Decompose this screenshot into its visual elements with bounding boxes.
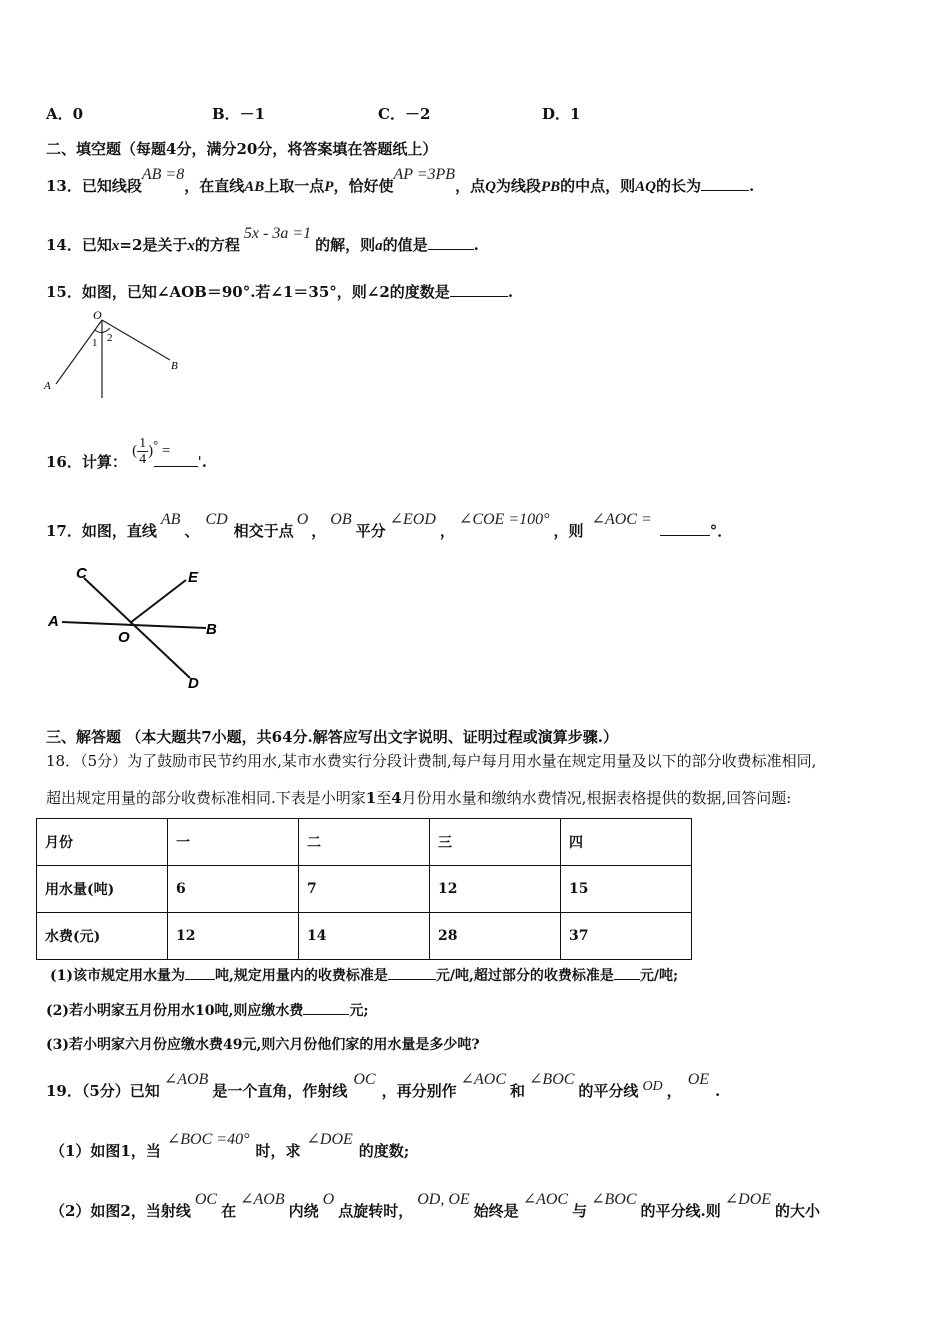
label-c: C xyxy=(76,565,87,582)
q17-math-ab: AB xyxy=(160,511,181,528)
q18-line1: 18．（5分）为了鼓励市民节约用水,某市水费实行分段计费制,每户每月用水量在规定用量及以下的部分收费标准相同, xyxy=(46,752,817,770)
q13-text: 为线段 xyxy=(495,177,541,195)
q18-line2 xyxy=(46,787,791,808)
q19-text: 19．（5分）已知 xyxy=(46,1082,160,1100)
q14-var: a xyxy=(375,238,383,254)
label-a: A xyxy=(48,613,59,630)
q13-var: AB xyxy=(244,179,265,195)
q13-var: P xyxy=(324,179,334,195)
q17-text: 相交于点 xyxy=(233,522,294,540)
question-17 xyxy=(46,511,733,541)
table-cell: 7 xyxy=(299,866,430,913)
q18-water-table xyxy=(36,818,692,960)
q19-part2-text: 点旋转时， xyxy=(338,1202,414,1220)
ray-oa xyxy=(56,320,102,384)
table-header-cell: 一 xyxy=(168,819,299,866)
q17-math-o: O xyxy=(296,511,309,528)
q19-sep: ， xyxy=(666,1082,682,1100)
q19-part2-math: OC xyxy=(194,1191,218,1208)
q13-text: ，恰好使 xyxy=(333,177,394,195)
q19-part1-text: 的度数; xyxy=(358,1142,410,1160)
q19-part2-math: ∠AOC xyxy=(522,1191,569,1208)
q16-exponent: ° xyxy=(153,437,159,452)
q13-text: 的长为 xyxy=(655,177,701,195)
option-a: A．0 xyxy=(46,105,84,123)
q16-expression xyxy=(132,436,171,467)
q19-part2-text: 内绕 xyxy=(288,1202,319,1220)
table-cell: 12 xyxy=(430,866,561,913)
option-d: D．1 xyxy=(542,105,581,123)
line-cd xyxy=(84,578,190,678)
q13-end: . xyxy=(748,177,755,195)
q18-num: 4 xyxy=(391,789,402,807)
table-header-cell: 月份 xyxy=(37,819,168,866)
q19-part2-text: 的大小 xyxy=(775,1202,821,1220)
table-cell: 14 xyxy=(299,913,430,960)
section3-heading: 三、解答题 （本大题共7小题，共64分.解答应写出文字说明、证明过程或演算步骤.） xyxy=(46,728,618,746)
q13-math-ab8: AB =8 xyxy=(141,166,185,183)
q16-paren-open: ( xyxy=(132,442,138,459)
q19-math-boc: ∠BOC xyxy=(529,1071,575,1088)
table-cell: 水费(元) xyxy=(37,913,168,960)
q17-sep: ， xyxy=(311,522,327,540)
q15-end: . xyxy=(507,283,514,301)
q19-part2-text: （2）如图2，当射线 xyxy=(50,1202,191,1220)
q17-text: ，则 xyxy=(553,522,584,540)
q16-fraction xyxy=(137,436,148,467)
q17-math-aoc: ∠AOC = xyxy=(591,511,652,528)
q19-part2-math: ∠DOE xyxy=(724,1191,772,1208)
q14-text: 的方程 xyxy=(194,236,240,254)
q16-paren-close: ) xyxy=(148,442,154,459)
q18-sub1-blank[interactable] xyxy=(185,965,215,980)
q18-sub2-blank[interactable] xyxy=(303,1000,349,1015)
q19-text: 的平分线 xyxy=(578,1082,639,1100)
question-14 xyxy=(46,225,479,255)
q19-part2-text: 在 xyxy=(221,1202,237,1220)
q18-text: 月份用水量和缴纳水费情况,根据表格提供的数据,回答问题: xyxy=(401,789,792,807)
q14-var: x xyxy=(187,238,195,254)
section2-heading: 二、填空题（每题4分，满分20分，将答案填在答题纸上） xyxy=(46,140,438,158)
q17-math-eod: ∠EOD xyxy=(389,511,436,528)
q19-end: . xyxy=(715,1082,721,1100)
q18-sub1-text: 吨,规定用量内的收费标准是 xyxy=(215,968,388,984)
q14-math-equation: 5x - 3a =1 xyxy=(243,225,312,242)
q16-text: 16．计算： xyxy=(46,452,127,471)
option-b: B．－1 xyxy=(212,105,266,123)
table-row xyxy=(37,913,692,960)
q18-sub2-text: 元; xyxy=(349,1003,369,1019)
table-cell: 28 xyxy=(430,913,561,960)
q17-answer-blank[interactable] xyxy=(660,521,710,536)
question-15 xyxy=(46,281,513,302)
q15-text: 15．如图，已知∠AOB＝90°.若∠1＝35°，则∠2的度数是 xyxy=(46,283,450,301)
q13-text: 13．已知线段 xyxy=(46,177,142,195)
q16-equals: = xyxy=(161,442,171,459)
table-cell: 15 xyxy=(561,866,692,913)
q14-answer-blank[interactable] xyxy=(428,235,474,250)
q14-var: x xyxy=(111,238,120,254)
q13-text: 上取一点 xyxy=(264,177,325,195)
q13-math-ap3pb: AP =3PB xyxy=(393,166,456,183)
q19-part1-text: （1）如图1，当 xyxy=(50,1142,161,1160)
q14-text: =2是关于 xyxy=(119,236,188,254)
q14-text: 14．已知 xyxy=(46,236,112,254)
label-o: O xyxy=(118,629,130,646)
table-header-cell: 四 xyxy=(561,819,692,866)
label-angle-1: 1 xyxy=(92,337,98,349)
label-b: B xyxy=(171,360,178,372)
question-13 xyxy=(46,166,755,196)
label-e: E xyxy=(188,569,199,586)
q17-text: 17．如图，直线 xyxy=(46,522,157,540)
q19-part1-math-doe: ∠DOE xyxy=(306,1131,353,1148)
q18-text: 超出规定用量的部分收费标准相同.下表是小明家 xyxy=(46,789,366,807)
table-cell: 6 xyxy=(168,866,299,913)
q19-math-aob: ∠AOB xyxy=(163,1071,209,1088)
label-o: O xyxy=(93,308,102,322)
q18-sub2 xyxy=(46,1000,369,1020)
q17-math-ob: OB xyxy=(330,511,352,528)
q16-denominator: 4 xyxy=(139,452,147,467)
q13-answer-blank[interactable] xyxy=(701,176,749,191)
label-a: A xyxy=(44,380,51,392)
q17-math-coe: ∠COE =100° xyxy=(458,511,550,528)
option-c: C．－2 xyxy=(378,105,431,123)
table-cell: 12 xyxy=(168,913,299,960)
q19-part2-text: 的平分线.则 xyxy=(640,1202,721,1220)
q13-var: AQ xyxy=(635,179,656,195)
q18-sub1-text: 元/吨; xyxy=(639,968,679,984)
q18-sub1-text: 元/吨,超过部分的收费标准是 xyxy=(435,968,614,984)
q13-text: ，点 xyxy=(455,177,486,195)
q19-math-oe: OE xyxy=(687,1071,710,1088)
q17-text: 平分 xyxy=(355,522,386,540)
q15-angle-figure xyxy=(40,308,190,403)
q17-sep: 、 xyxy=(184,522,200,540)
q17-math-cd: CD xyxy=(205,511,228,528)
question-19 xyxy=(46,1071,721,1101)
q18-sub3: (3)若小明家六月份应缴水费49元,则六月份他们家的用水量是多少吨? xyxy=(46,1037,480,1053)
q19-text: 是一个直角，作射线 xyxy=(212,1082,348,1100)
q13-var: Q xyxy=(485,179,496,195)
table-row xyxy=(37,819,692,866)
question-16 xyxy=(46,436,207,479)
q13-text: ，在直线 xyxy=(184,177,245,195)
q17-sep: ， xyxy=(439,522,455,540)
q15-answer-blank[interactable] xyxy=(450,282,508,297)
q18-sub1-text: (1)该市规定用水量为 xyxy=(50,968,185,984)
q16-numerator: 1 xyxy=(139,436,147,451)
table-row xyxy=(37,866,692,913)
q19-part2-text: 与 xyxy=(572,1202,588,1220)
q19-text: 和 xyxy=(510,1082,526,1100)
line-ab xyxy=(62,622,206,628)
q19-part1 xyxy=(50,1131,410,1161)
table-header-cell: 三 xyxy=(430,819,561,866)
q19-part2-math: O xyxy=(322,1191,335,1208)
q18-sub1-blank[interactable] xyxy=(614,965,640,980)
q17-end: °． xyxy=(709,522,733,540)
q19-math-oc: OC xyxy=(353,1071,376,1088)
q17-lines-figure xyxy=(40,560,230,695)
q13-var: PB xyxy=(540,179,561,195)
q19-part2-math: ∠AOB xyxy=(240,1191,285,1208)
q19-math-aoc: ∠AOC xyxy=(460,1071,506,1088)
q16-end: . xyxy=(201,452,207,471)
table-cell: 37 xyxy=(561,913,692,960)
q14-end: . xyxy=(473,236,479,254)
q18-sub1 xyxy=(50,965,678,985)
q16-tick: ' xyxy=(197,452,202,471)
table-cell: 用水量(吨) xyxy=(37,866,168,913)
q19-part2-math: ∠BOC xyxy=(591,1191,637,1208)
ray-oe xyxy=(130,580,186,623)
q19-part2 xyxy=(50,1191,821,1221)
q19-part2-text: 始终是 xyxy=(473,1202,519,1220)
label-d: D xyxy=(188,675,199,692)
q18-text: 至 xyxy=(376,789,392,807)
q14-text: 的值是 xyxy=(382,236,428,254)
q18-sub1-blank[interactable] xyxy=(388,965,436,980)
label-angle-2: 2 xyxy=(107,332,113,344)
q19-math-od: OD xyxy=(642,1079,663,1094)
q19-part1-math-boc: ∠BOC =40° xyxy=(166,1131,250,1148)
q19-part2-math: OD, OE xyxy=(417,1191,470,1208)
q18-sub2-text: (2)若小明家五月份用水10吨,则应缴水费 xyxy=(46,1003,304,1019)
q19-part1-text: 时，求 xyxy=(255,1142,301,1160)
q18-num: 1 xyxy=(365,789,377,807)
label-b: B xyxy=(206,621,217,638)
q13-text: 的中点，则 xyxy=(560,177,636,195)
q19-text: ，再分别作 xyxy=(381,1082,457,1100)
table-header-cell: 二 xyxy=(299,819,430,866)
q14-text: 的解，则 xyxy=(315,236,376,254)
